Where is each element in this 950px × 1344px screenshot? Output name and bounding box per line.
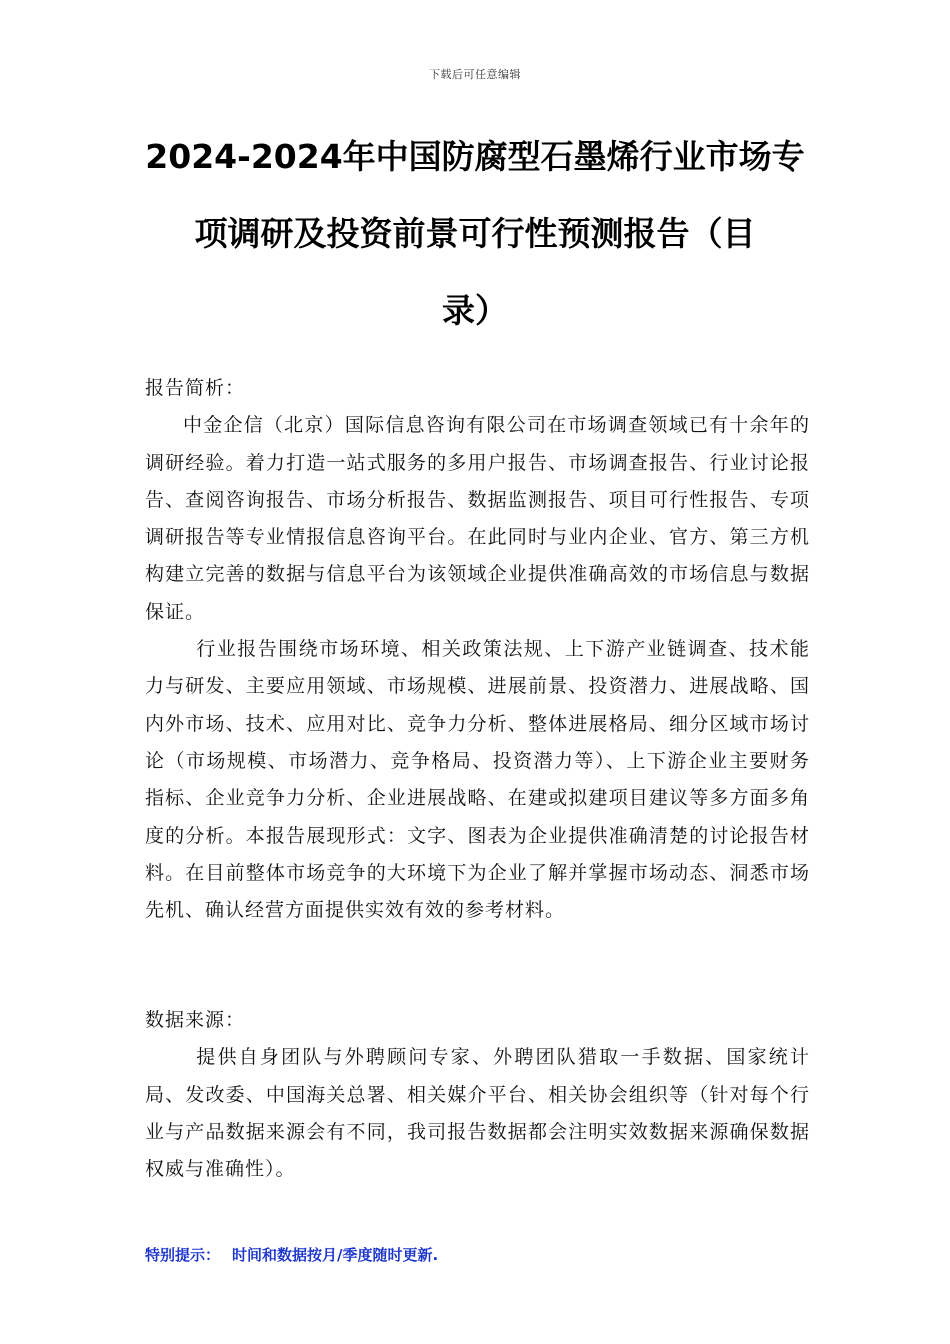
sources-paragraph: 提供自身团队与外聘顾问专家、外聘团队猎取一手数据、国家统计局、发改委、中国海关总署、相关媒介平台、相关协会组织等（针对每个行业与产品数据来源会有不同，我司报告数据都会注明实效数据来源确保数据权威与准确性）。 (145, 1046, 810, 1181)
summary-paragraph-2: 行业报告围绕市场环境、相关政策法规、上下游产业链调查、技术能力与研发、主要应用领域、市场规模、进展前景、投资潜力、进展战略、国内外市场、技术、应用对比、竞争力分析、整体进展格局、细分区域市场讨论（市场规模、市场潜力、竞争格局、投资潜力等）、上下游企业主要财务指标、企业竞争力分析、企业进展战略、在建或拟建项目建议等多方面多角度的分析。本报告展现形式：文字、图表为企业提供准确清楚的讨论报告材料。在目前整体市场竞争的大环境下为企业了解并掌握市场动态、洞悉市场先机、确认经营方面提供实效有效的参考材料。 (145, 638, 810, 922)
summary-label: 报告简析： (145, 377, 246, 399)
notice-label: 特别提示： (145, 1246, 221, 1264)
notice-text: 时间和数据按月/季度随时更新. (232, 1246, 439, 1264)
title-line-1: 2024-2024年中国防腐型石墨烯行业市场专 (145, 137, 805, 176)
title-line-2: 项调研及投资前景可行性预测报告（目 (194, 214, 756, 253)
title-line-3: 录） (442, 291, 508, 330)
document-title (130, 118, 820, 349)
summary-paragraph-1: 中金企信（北京）国际信息咨询有限公司在市场调查领域已有十余年的调研经验。着力打造一站式服务的多用户报告、市场调查报告、行业讨论报告、查阅咨询报告、市场分析报告、数据监测报告、项目可行性报告、专项调研报告等专业情报信息咨询平台。在此同时与业内企业、官方、第三方机构建立完善的数据与信息平台为该领域企业提供准确高效的市场信息与数据保证。 (145, 414, 810, 623)
summary-section (145, 370, 810, 929)
header-note: 下载后可任意编辑 (429, 68, 521, 81)
update-notice (145, 1244, 438, 1265)
sources-label: 数据来源： (145, 1009, 246, 1031)
sources-section (145, 1002, 810, 1188)
